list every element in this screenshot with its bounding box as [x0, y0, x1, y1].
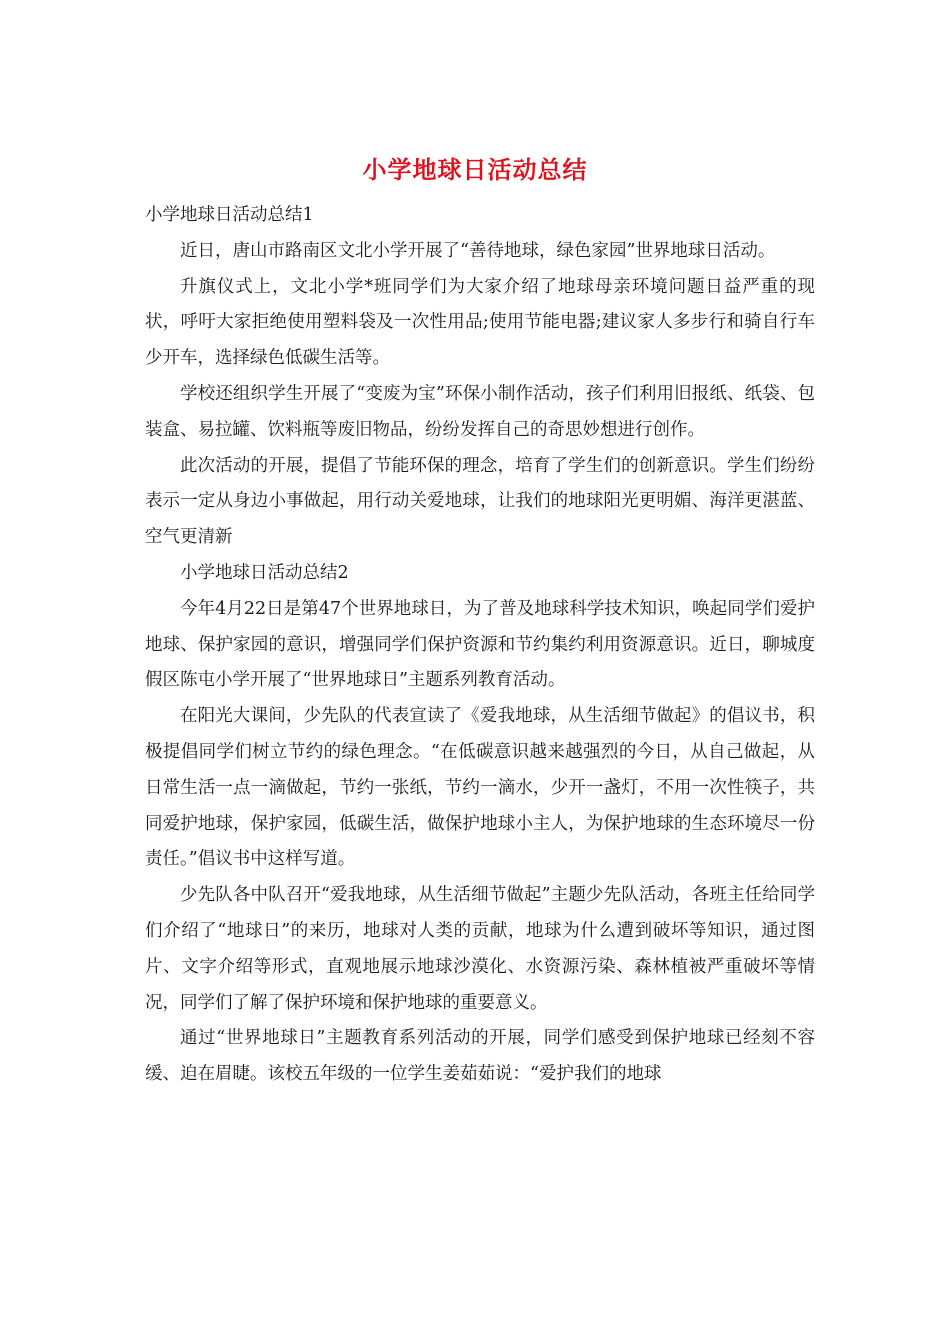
paragraph: 今年4月22日是第47个世界地球日，为了普及地球科学技术知识，唤起同学们爱护地球、保护家园的意识，增强同学们保护资源和节约集约利用资源意识。近日，聊城度假区陈屯小学开展了“世界地球日”主题系列教育活动。: [145, 598, 815, 691]
paragraph: 学校还组织学生开展了“变废为宝”环保小制作活动，孩子们利用旧报纸、纸袋、包装盒、易拉罐、饮料瓶等废旧物品，纷纷发挥自己的奇思妙想进行创作。: [145, 383, 815, 440]
section-heading-2: 小学地球日活动总结2: [180, 562, 349, 583]
document-body: [145, 198, 815, 1093]
paragraph: 近日，唐山市路南区文北小学开展了“善待地球，绿色家园”世界地球日活动。: [180, 240, 776, 261]
paragraph: 升旗仪式上，文北小学*班同学们为大家介绍了地球母亲环境问题日益严重的现状，呼吁大家拒绝使用塑料袋及一次性用品;使用节能电器;建议家人多步行和骑自行车少开车，选择绿色低碳生活等。: [145, 276, 815, 369]
document-title: 小学地球日活动总结: [362, 156, 588, 184]
section-heading-1: 小学地球日活动总结1: [145, 205, 314, 225]
paragraph: 此次活动的开展，提倡了节能环保的理念，培育了学生们的创新意识。学生们纷纷表示一定从身边小事做起，用行动关爱地球，让我们的地球阳光更明媚、海洋更湛蓝、空气更清新: [145, 455, 815, 548]
paragraph: 在阳光大课间，少先队的代表宣读了《爱我地球，从生活细节做起》的倡议书，积极提倡同学们树立节约的绿色理念。“在低碳意识越来越强烈的今日，从自己做起，从日常生活一点一滴做起，节约一张纸，节约一滴水，少开一盏灯，不用一次性筷子，共同爱护地球，保护家园，低碳生活，做保护地球小主人，为保护地球的生态环境尽一份责任。”倡议书中这样写道。: [145, 706, 815, 870]
paragraph: 通过“世界地球日”主题教育系列活动的开展，同学们感受到保护地球已经刻不容缓、迫在眉睫。该校五年级的一位学生姜茹茹说：“爱护我们的地球: [145, 1028, 815, 1085]
paragraph: 少先队各中队召开“爱我地球，从生活细节做起”主题少先队活动，各班主任给同学们介绍了“地球日”的来历，地球对人类的贡献，地球为什么遭到破坏等知识，通过图片、文字介绍等形式，直观地展示地球沙漠化、水资源污染、森林植被严重破坏等情况，同学们了解了保护环境和保护地球的重要意义。: [145, 885, 815, 1013]
